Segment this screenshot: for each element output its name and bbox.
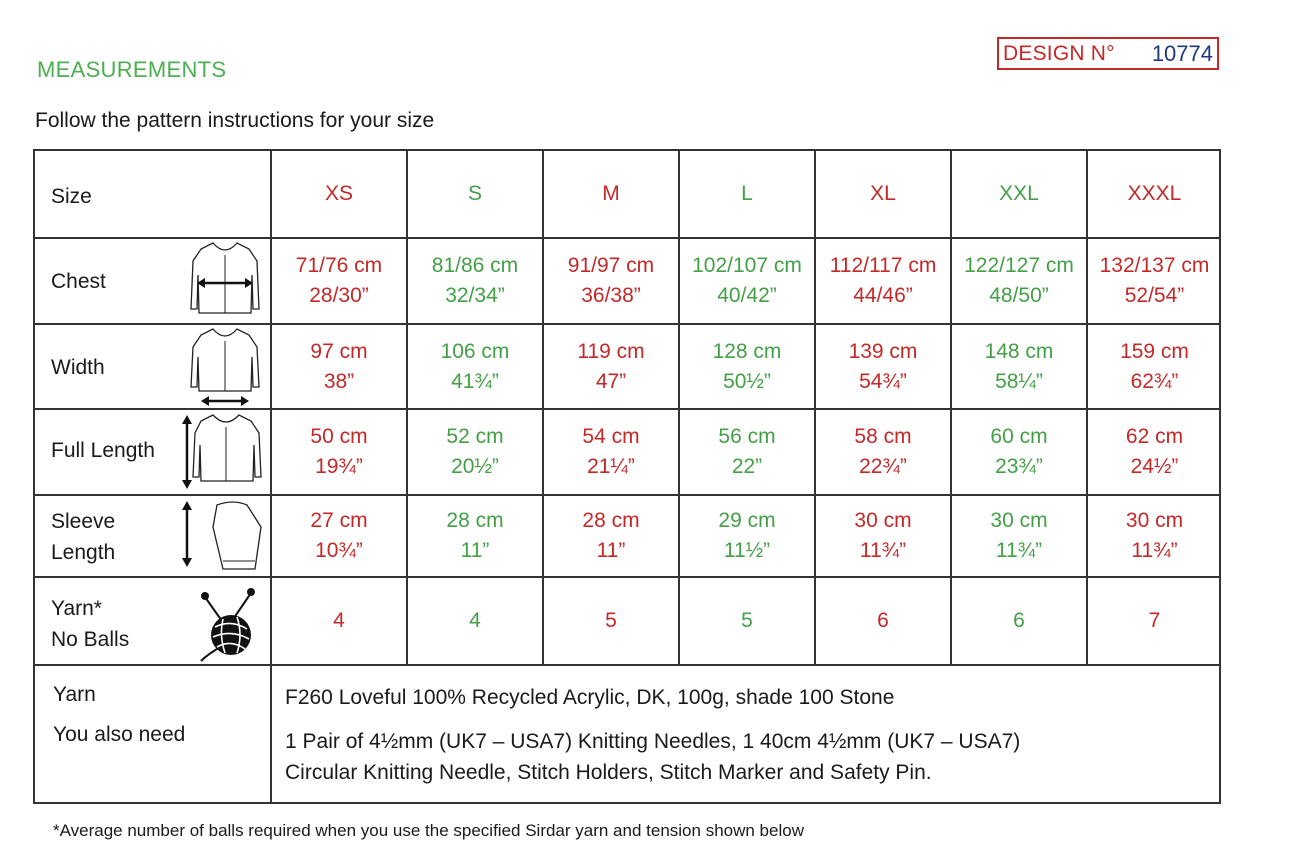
sleeve-length-l: 29 cm 11½” — [718, 509, 776, 562]
chest-m: 91/97 cm 36/38” — [567, 254, 655, 307]
balls-s: 4 — [469, 609, 481, 632]
size-s: S — [467, 182, 482, 205]
size-xxl: XXL — [999, 182, 1039, 205]
chest-xl: 112/117 cm 44/46” — [829, 254, 937, 307]
yarn-ball-icon — [193, 583, 265, 663]
sleeve-length-xl: 30 cm 11¾” — [854, 509, 912, 562]
size-xxxl: XXXL — [1127, 182, 1182, 205]
width-s: 106 cm 41¾” — [440, 339, 510, 393]
sleeve-length-row-label — [51, 506, 115, 568]
also-need-description — [285, 726, 1020, 788]
chest-l: 102/107 cm 40/42” — [692, 254, 802, 307]
balls-xxl: 6 — [1013, 609, 1025, 632]
instructions-subtitle: Follow the pattern instructions for your size — [35, 109, 435, 132]
yarn-balls-row-label — [51, 593, 129, 655]
width-l: 128 cm 50½” — [712, 339, 782, 393]
sleeve-label-line2: Length — [51, 541, 116, 564]
size-row-label: Size — [51, 185, 92, 208]
chest-xxl: 122/127 cm 48/50” — [964, 254, 1074, 307]
chest-xxxl: 132/137 cm 52/54” — [1099, 254, 1210, 307]
balls-xl: 6 — [877, 609, 889, 632]
measurements-heading: MEASUREMENTS — [37, 57, 227, 82]
width-xxl: 148 cm 58¼” — [984, 339, 1054, 393]
balls-xs: 4 — [333, 609, 345, 632]
width-xxxl: 159 cm 62¾” — [1120, 339, 1189, 393]
balls-l: 5 — [741, 609, 753, 632]
also-need-line2: Circular Knitting Needle, Stitch Holders, Stitch Marker and Safety Pin. — [285, 761, 932, 784]
design-label: DESIGN N° — [1003, 41, 1115, 65]
sleeve-length-m: 28 cm 11” — [582, 509, 640, 562]
full-length-m: 54 cm 21¼” — [582, 425, 640, 478]
balls-footnote: *Average number of balls required when you use the specified Sirdar yarn and tension shown below — [53, 821, 804, 840]
full-length-l: 56 cm 22” — [718, 425, 776, 478]
full-length-s: 52 cm 20½” — [446, 425, 504, 478]
yarn-label: Yarn — [53, 683, 96, 706]
measurements-table — [33, 149, 1221, 804]
full-length-xxl: 60 cm 23¾” — [990, 425, 1048, 478]
sleeve-length-s: 28 cm 11” — [446, 509, 504, 562]
balls-m: 5 — [605, 609, 617, 632]
row-divider — [35, 664, 1219, 666]
yarn-label-line2: No Balls — [51, 628, 130, 651]
width-m: 119 cm 47” — [577, 339, 645, 393]
width-xs: 97 cm 38” — [310, 339, 368, 393]
chest-s: 81/86 cm 32/34” — [431, 254, 519, 307]
full-length-xl: 58 cm 22¾” — [854, 425, 912, 478]
sleeve-length-xxl: 30 cm 11¾” — [990, 509, 1048, 562]
balls-xxxl: 7 — [1148, 609, 1161, 632]
chest-measure-icon — [185, 239, 265, 323]
design-number: 10774 — [1151, 40, 1213, 66]
full-length-xs: 50 cm 19¾” — [310, 425, 368, 478]
width-row-label: Width — [51, 356, 105, 379]
size-m: M — [602, 182, 620, 205]
width-xl: 139 cm 54¾” — [848, 339, 918, 393]
yarn-description: F260 Loveful 100% Recycled Acrylic, DK, 100g, shade 100 Stone — [285, 686, 895, 709]
also-need-line1: 1 Pair of 4½mm (UK7 – USA7) Knitting Needles, 1 40cm 4½mm (UK7 – USA7) — [285, 730, 1021, 753]
chest-xs: 71/76 cm 28/30” — [295, 254, 383, 307]
full-length-row-label: Full Length — [51, 439, 155, 462]
size-xl: XL — [870, 182, 896, 205]
size-xs: XS — [324, 182, 353, 205]
chest-row-label: Chest — [51, 270, 106, 293]
full-length-xxxl: 62 cm 24½” — [1125, 425, 1184, 478]
size-l: L — [741, 182, 753, 205]
full-length-measure-icon — [177, 411, 265, 495]
also-need-label: You also need — [53, 723, 186, 746]
sleeve-length-xs: 27 cm 10¾” — [310, 509, 368, 562]
width-measure-icon — [185, 325, 265, 409]
yarn-label-line1: Yarn* — [51, 597, 102, 620]
sleeve-label-line1: Sleeve — [51, 510, 116, 533]
sleeve-length-xxxl: 30 cm 11¾” — [1125, 509, 1184, 562]
design-number-box — [997, 37, 1219, 70]
sleeve-length-measure-icon — [177, 497, 265, 577]
